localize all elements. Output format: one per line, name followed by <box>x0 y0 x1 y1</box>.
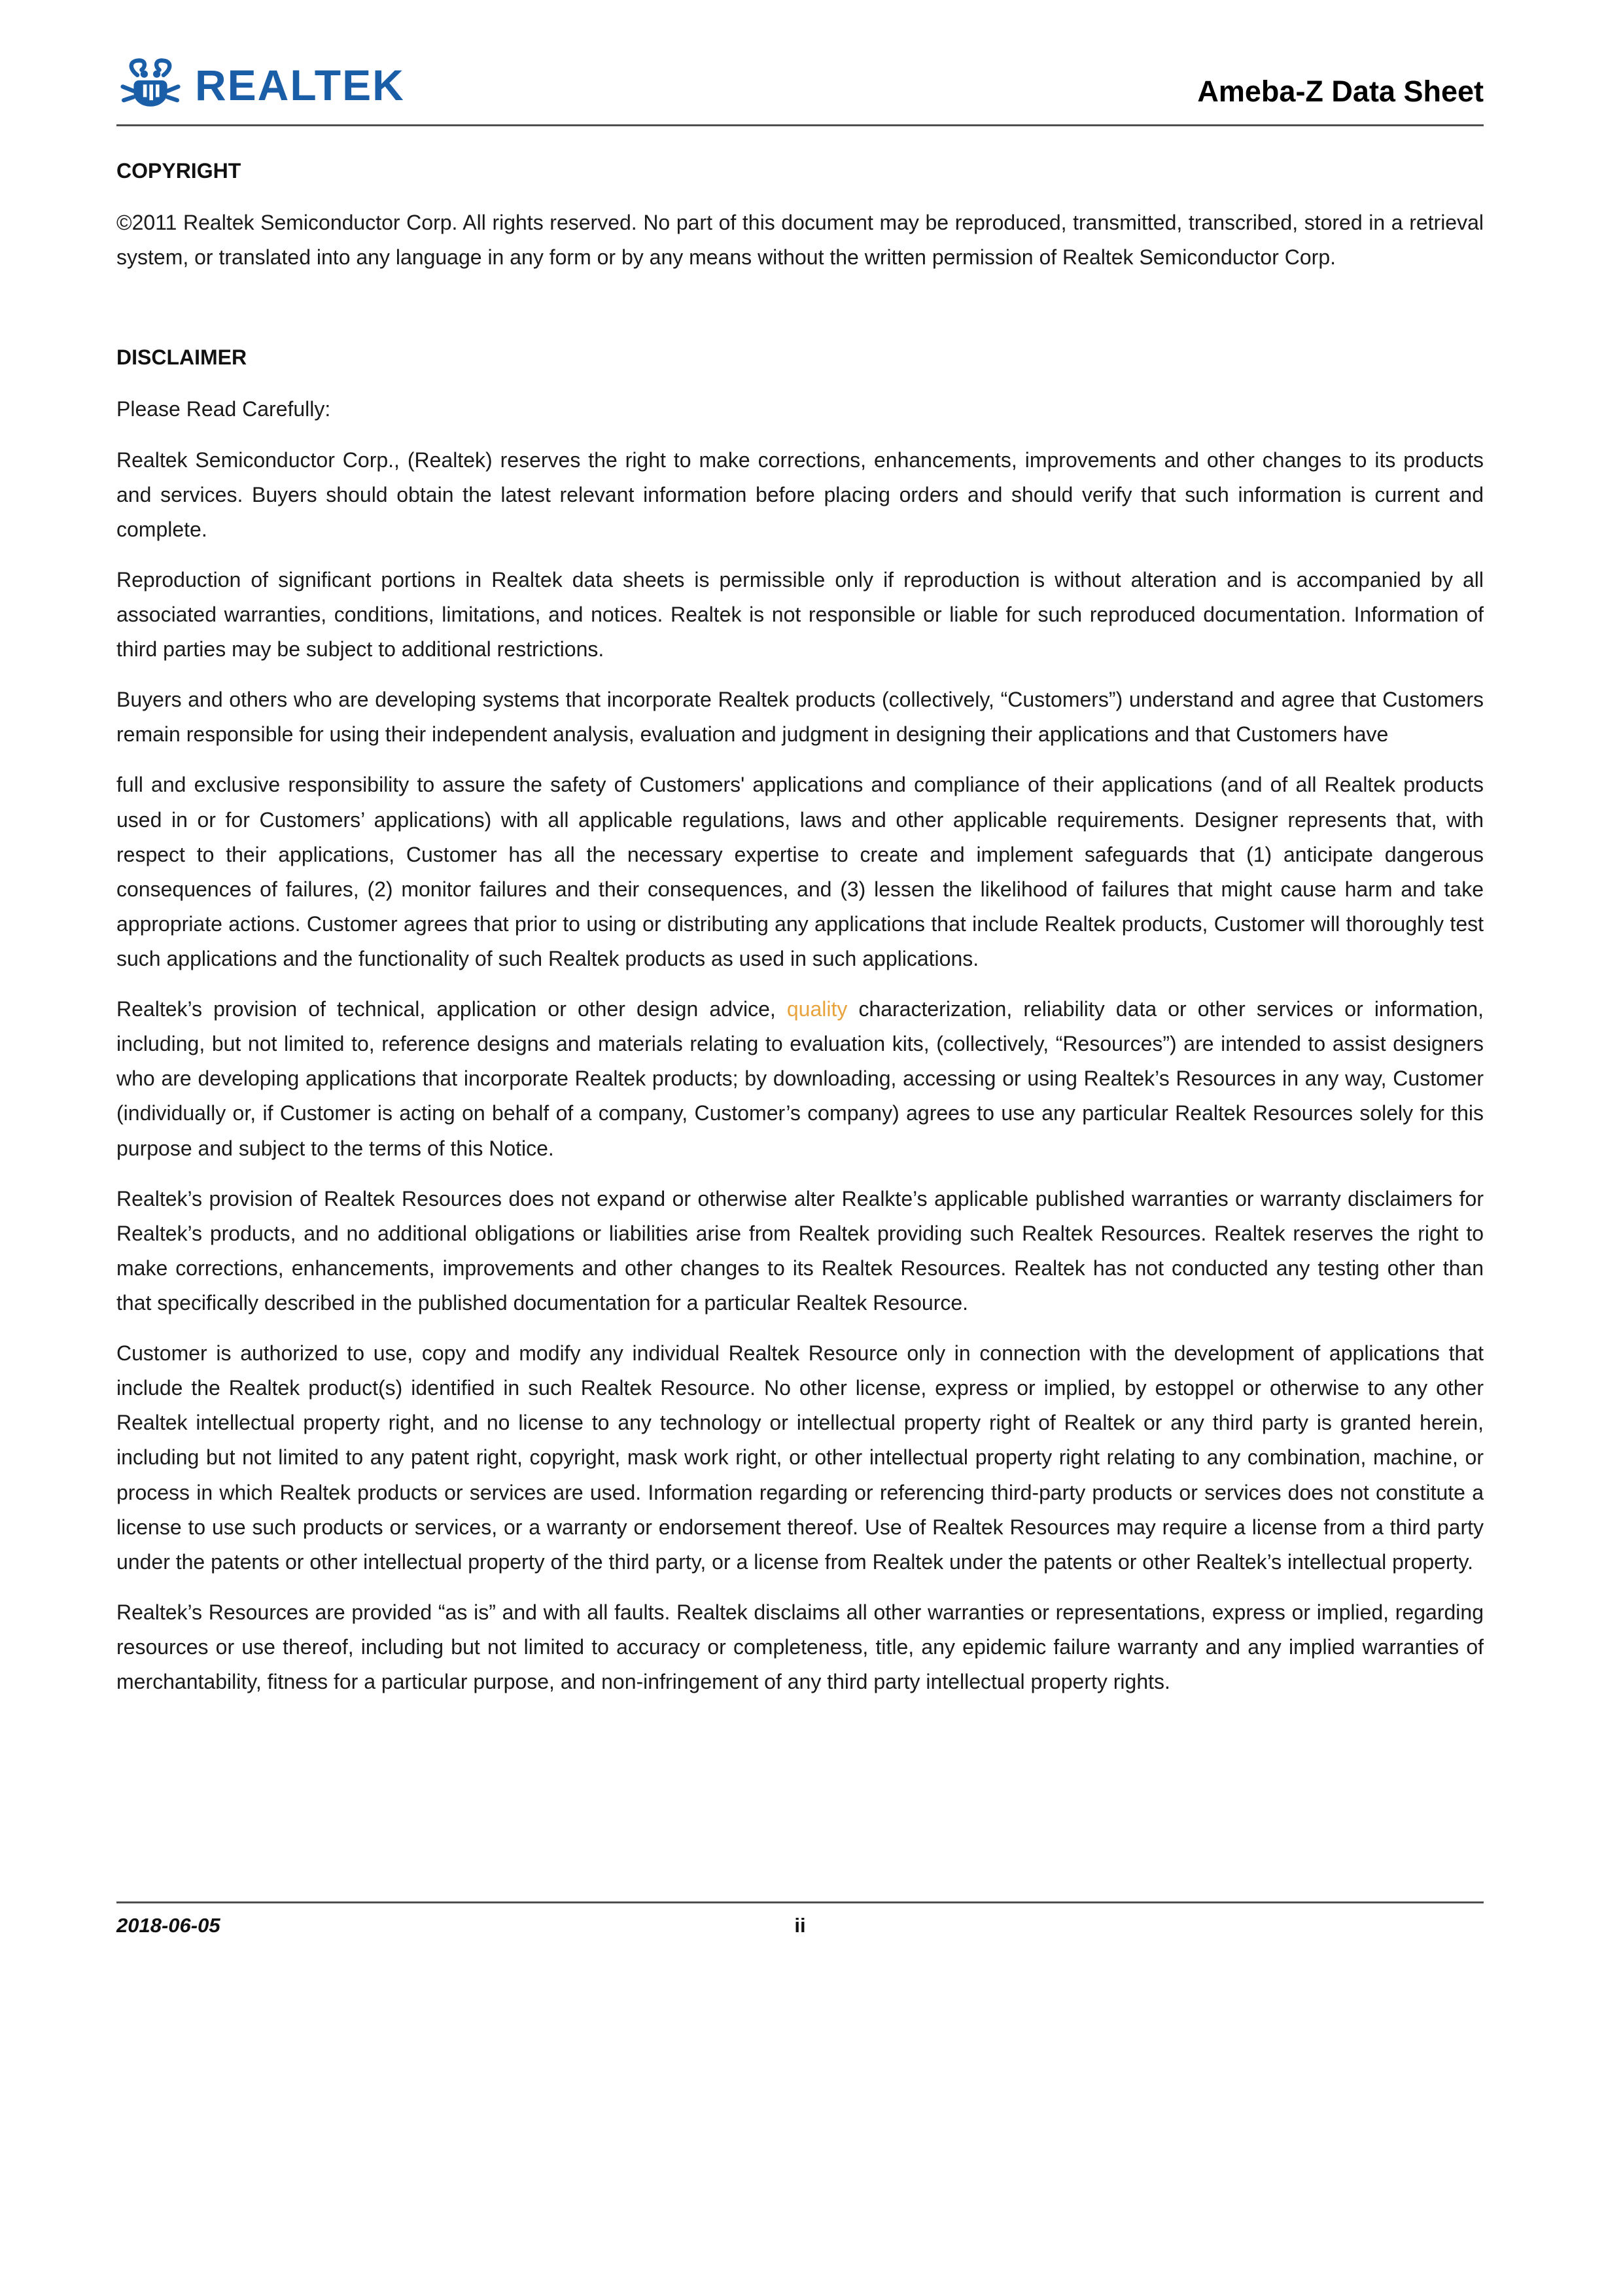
document-body <box>116 126 1484 1699</box>
quality-highlight: quality <box>786 997 848 1021</box>
disclaimer-paragraph-8: Realtek’s Resources are provided “as is” and with all faults. Realtek disclaims all other warranties or representations, express or implied, regarding resources or use thereof, including but not limited to accuracy or completeness, title, any epidemic failure warranty and any implied warranties of merchantability, fitness for a particular purpose, and non-infringement of any third party intellectual property rights. <box>116 1600 1484 1694</box>
disclaimer-paragraph-5 <box>116 992 1484 1166</box>
copyright-heading: COPYRIGHT <box>116 159 241 183</box>
realtek-logo-text: REALTEK <box>195 61 405 109</box>
disclaimer-paragraph-6: Realtek’s provision of Realtek Resources does not expand or otherwise alter Realkte’s applicable published warranties or warranty disclaimers for Realtek’s products, and no additional obligations or liabilities arise from Realtek providing such Realtek Resources. Realtek reserves the right to make corrections, enhancements, improvements and other changes to its Realtek Resources. Realtek has not conducted any testing other than that specifically described in the published documentation for a particular Realtek Resource. <box>116 1186 1484 1315</box>
disclaimer-paragraph-7: Customer is authorized to use, copy and modify any individual Realtek Resource only in connection with the development of applications that include the Realtek product(s) identified in such Realtek Resource. No other license, express or implied, by estoppel or otherwise to any other Realtek intellectual property right, and no license to any technology or intellectual property right of Realtek or any third party is granted herein, including but not limited to any patent right, copyright, mask work right, or other intellectual property right relating to any combination, machine, or process in which Realtek products or services are used. Information regarding or referencing third-party products or services does not constitute a license to use such products or services, or a warranty or endorsement thereof. Use of Realtek Resources may require a license from a third party under the patents or other intellectual property of the third party, or a license from Realtek under the patents or other Realtek’s intellectual property. <box>116 1341 1484 1574</box>
disclaimer-heading: DISCLAIMER <box>116 345 247 370</box>
page-footer <box>116 1901 1484 1937</box>
page-header <box>116 0 1484 126</box>
disclaimer-paragraph-3: Buyers and others who are developing systems that incorporate Realtek products (collectively, “Customers”) understand and agree that Customers remain responsible for using their independent analysis, evaluation and judgment in designing their applications and that Customers have <box>116 688 1484 747</box>
copyright-paragraph: ©2011 Realtek Semiconductor Corp. All rights reserved. No part of this document may be reproduced, transmitted, transcribed, stored in a retrieval system, or translated into any language in any form or by any means without the written permission of Realtek Semiconductor Corp. <box>116 211 1484 270</box>
footer-date: 2018-06-05 <box>116 1914 220 1937</box>
realtek-logo <box>116 56 405 114</box>
read-carefully-note: Please Read Carefully: <box>116 397 331 421</box>
advice-paragraph-pre: Realtek’s provision of technical, application or other design advice, <box>116 997 787 1021</box>
disclaimer-paragraph-1: Realtek Semiconductor Corp., (Realtek) reserves the right to make corrections, enhancements, improvements and other changes to its products and services. Buyers should obtain the latest relevant information before placing orders and should verify that such information is current and complete. <box>116 448 1484 541</box>
footer-page-number: ii <box>794 1914 806 1937</box>
disclaimer-paragraph-4: full and exclusive responsibility to assure the safety of Customers' applications and compliance of their applications (and of all Realtek products used in or for Customers’ applications) with all applicable regulations, laws and other applicable requirements. Designer represents that, with respect to their applications, Customer has all the necessary expertise to create and implement safeguards that (1) anticipate dangerous consequences of failures, (2) monitor failures and their consequences, and (3) lessen the likelihood of failures that might cause harm and take appropriate actions. Customer agrees that prior to using or distributing any applications that include Realtek products, Customer will thoroughly test such applications and the functionality of such Realtek products as used in such applications. <box>116 773 1484 970</box>
realtek-crab-icon <box>116 56 184 114</box>
document-title: Ameba-Z Data Sheet <box>1197 75 1484 108</box>
advice-paragraph-post: characterization, reliability data or other services or information, including, but not limited to, reference designs and materials relating to evaluation kits, (collectively, “Resources”) are intended to assist designers who are developing applications that incorporate Realtek products; by downloading, accessing or using Realtek’s Resources in any way, Customer (individually or, if Customer is acting on behalf of a company, Customer’s company) agrees to use any particular Realtek Resources solely for this purpose and subject to the terms of this Notice. <box>116 997 1484 1160</box>
disclaimer-paragraph-2: Reproduction of significant portions in Realtek data sheets is permissible only if reproduction is without alteration and is accompanied by all associated warranties, conditions, limitations, and notices. Realtek is not responsible or liable for such reproduced documentation. Information of third parties may be subject to additional restrictions. <box>116 567 1484 662</box>
